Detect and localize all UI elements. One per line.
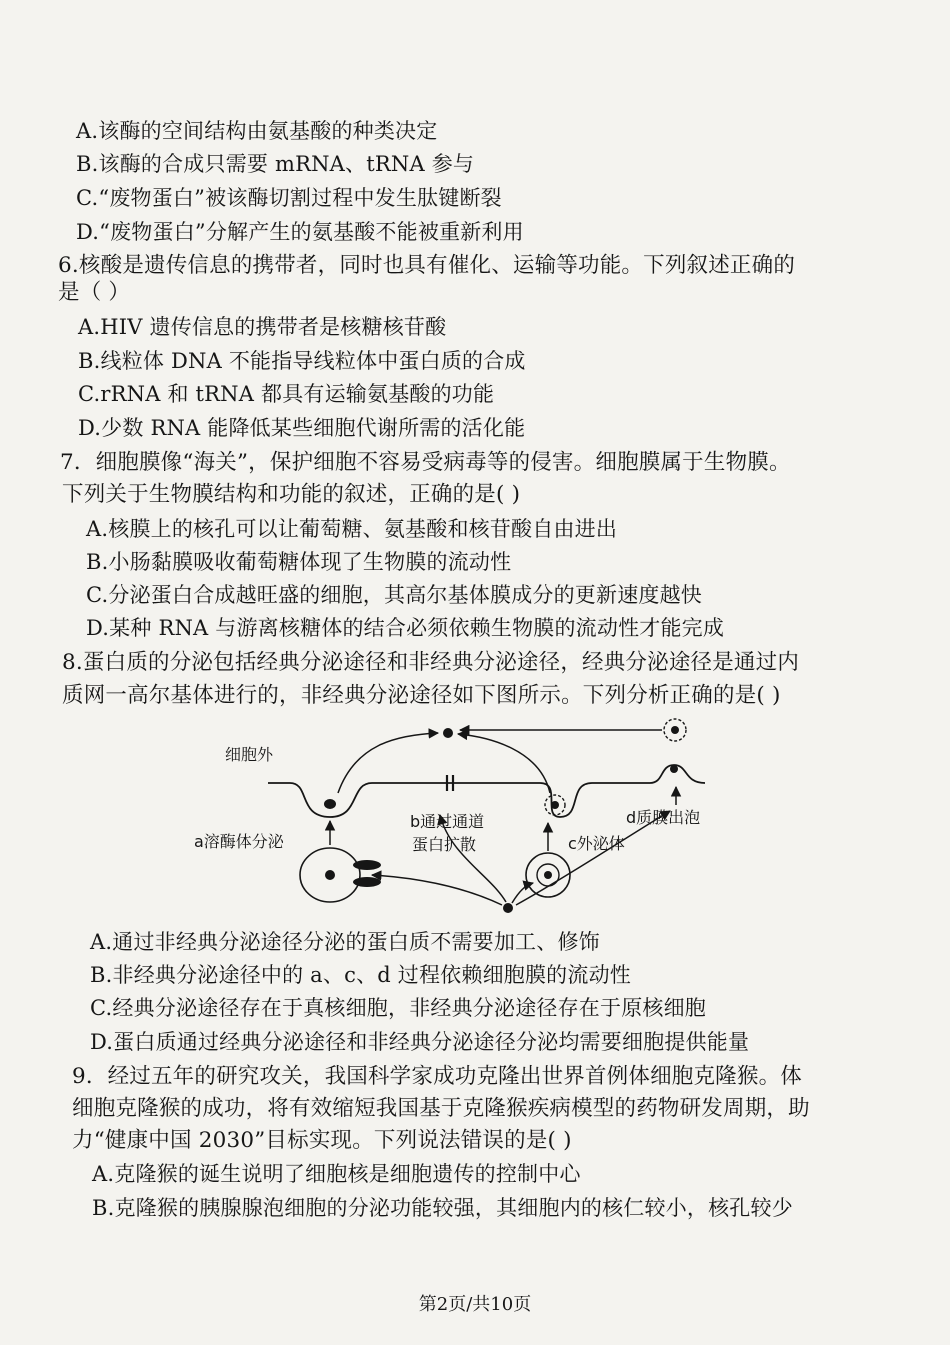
q7-option-c: C.分泌蛋白合成越旺盛的细胞，其高尔基体膜成分的更新速度越快 [86, 583, 702, 607]
q5-option-a: A.该酶的空间结构由氨基酸的种类决定 [76, 119, 438, 143]
q8-option-b: B.非经典分泌途径中的 a、c、d 过程依赖细胞膜的流动性 [90, 963, 631, 987]
q6-option-a: A.HIV 遗传信息的携带者是核糖核苷酸 [78, 315, 447, 339]
q6-option-c: C.rRNA 和 tRNA 都具有运输氨基酸的功能 [78, 382, 495, 406]
q9-stem-line2: 细胞克隆猴的成功，将有效缩短我国基于克隆猴疾病模型的药物研发周期，助 [72, 1096, 810, 1121]
q8-stem-line2: 质网一高尔基体进行的，非经典分泌途径如下图所示。下列分析正确的是( ) [62, 683, 781, 708]
label-cell-outside: 细胞外 [225, 745, 274, 764]
q6-stem-line2: 是（ ） [58, 280, 131, 305]
q9-stem-line1: 9．经过五年的研究攻关，我国科学家成功克隆出世界首例体细胞克隆猴。体 [72, 1064, 802, 1089]
q6-option-d: D.少数 RNA 能降低某些细胞代谢所需的活化能 [78, 416, 526, 440]
q8-option-a: A.通过非经典分泌途径分泌的蛋白质不需要加工、修饰 [90, 930, 600, 954]
label-b-line1: b通过通道 [410, 812, 485, 831]
q5-option-d: D.“废物蛋白”分解产生的氨基酸不能被重新利用 [76, 220, 524, 244]
label-a: a溶酶体分泌 [194, 832, 284, 851]
q5-option-c: C.“废物蛋白”被该酶切割过程中发生肽键断裂 [76, 186, 502, 210]
page-number: 第2页/共10页 [418, 1294, 532, 1315]
q7-option-d: D.某种 RNA 与游离核糖体的结合必须依赖生物膜的流动性才能完成 [86, 616, 725, 640]
label-b-line2: 蛋白扩散 [412, 835, 477, 854]
secretion-pathway-figure [190, 715, 730, 920]
q6-stem-line1: 6.核酸是遗传信息的携带者，同时也具有催化、运输等功能。下列叙述正确的 [58, 253, 796, 278]
q8-option-c: C.经典分泌途径存在于真核细胞，非经典分泌途径存在于原核细胞 [90, 996, 706, 1020]
q9-option-b: B.克隆猴的胰腺腺泡细胞的分泌功能较强，其细胞内的核仁较小，核孔较少 [92, 1196, 793, 1220]
q8-option-d: D.蛋白质通过经典分泌途径和非经典分泌途径分泌均需要细胞提供能量 [90, 1030, 750, 1054]
label-d: d质膜出泡 [626, 808, 701, 827]
q9-option-a: A.克隆猴的诞生说明了细胞核是细胞遗传的控制中心 [92, 1162, 581, 1186]
q7-option-a: A.核膜上的核孔可以让葡萄糖、氨基酸和核苷酸自由进出 [86, 517, 618, 541]
q6-option-b: B.线粒体 DNA 不能指导线粒体中蛋白质的合成 [78, 349, 526, 373]
q5-option-b: B.该酶的合成只需要 mRNA、tRNA 参与 [76, 152, 475, 176]
q7-stem-line2: 下列关于生物膜结构和功能的叙述，正确的是( ) [62, 482, 521, 507]
q8-stem-line1: 8.蛋白质的分泌包括经典分泌途径和非经典分泌途径，经典分泌途径是通过内 [62, 650, 800, 675]
q7-stem-line1: 7．细胞膜像“海关”，保护细胞不容易受病毒等的侵害。细胞膜属于生物膜。 [60, 450, 791, 475]
q9-stem-line3: 力“健康中国 2030”目标实现。下列说法错误的是( ) [72, 1128, 572, 1153]
q7-option-b: B.小肠黏膜吸收葡萄糖体现了生物膜的流动性 [86, 550, 512, 574]
label-c: c外泌体 [568, 834, 625, 853]
